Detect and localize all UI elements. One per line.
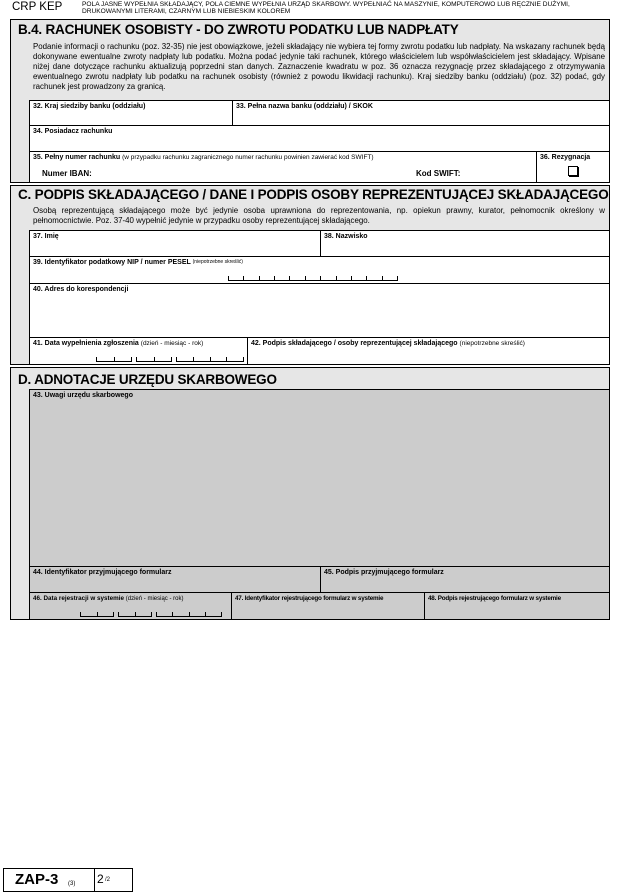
receiver-id-field (29, 566, 321, 593)
resignation-field (536, 151, 610, 183)
fill-date-label: 41. Data wypełnienia zgłoszenia (dzień - miesiąc - rok) (33, 340, 204, 347)
tax-office-notes-label: 43. Uwagi urzędu skarbowego (33, 392, 133, 399)
registration-date-day (80, 612, 114, 617)
form-code: CRP KEP (12, 1, 63, 13)
bank-name-label: 33. Pełna nazwa banku (oddziału) / SKOK (236, 103, 373, 110)
registration-date-year (156, 612, 222, 617)
section-d-title: D. ADNOTACJE URZĘDU SKARBOWEGO (18, 372, 277, 387)
footer-page-current: 2 (97, 872, 104, 886)
resignation-label: 36. Rezygnacja (540, 154, 591, 161)
footer-page-number (95, 868, 133, 892)
first-name-label: 37. Imię (33, 233, 59, 240)
registrar-signature-label: 48. Podpis rejestrującego formularz w systemie (428, 595, 561, 602)
bank-name-field[interactable] (232, 100, 610, 126)
fill-date-field[interactable] (29, 337, 248, 365)
registration-date-field (29, 592, 232, 620)
fill-date-day (96, 357, 132, 362)
resignation-checkbox[interactable] (568, 166, 578, 176)
footer-form-version: (3) (68, 881, 76, 887)
account-holder-field[interactable] (29, 125, 610, 152)
registration-date-month (118, 612, 152, 617)
registration-date-label: 46. Data rejestracji w systemie (dzień - miesiąc - rok) (33, 595, 184, 602)
bank-country-field[interactable] (29, 100, 233, 126)
account-number-field[interactable] (29, 151, 537, 183)
registrar-id-label: 47. Identyfikator rejestrującego formularz w systemie (235, 595, 384, 602)
fill-instructions: POLA JASNE WYPEŁNIA SKŁADAJĄCY, POLA CIEMNE WYPEŁNIA URZĄD SKARBOWY. WYPEŁNIAĆ NA MASZYNIE, KOMPUTEROWO LUB RĘCZNIE DUŻYMI, DRUKOWANYMI LITERAMI, CZARNYM LUB NIEBIESKIM KOLOREM (82, 1, 570, 16)
fill-date-month (136, 357, 172, 362)
receiver-signature-field (320, 566, 610, 593)
tax-id-field[interactable] (29, 256, 610, 284)
signature-label: 42. Podpis składającego / osoby reprezentującej składającego (niepotrzebne skreślić) (251, 340, 525, 347)
last-name-field[interactable] (320, 230, 610, 257)
correspondence-address-field[interactable] (29, 283, 610, 338)
receiver-id-label: 44. Identyfikator przyjmującego formularz (33, 569, 172, 576)
account-holder-label: 34. Posiadacz rachunku (33, 128, 113, 135)
fill-date-year (176, 357, 244, 362)
iban-label: Numer IBAN: (42, 169, 92, 178)
section-b4-description: Podanie informacji o rachunku (poz. 32-35) nie jest obowiązkowe, jeżeli składający nie wybiera tej formy zwrotu podatku lub nadpłaty. Na wskazany rachunek będą dokonywane ewentualne zwroty nadpłaty lub podatku. Można podać jedynie taki rachunek, którego właścicielem lub współwłaścicielem jest składający. Wpisane niżej dane dotyczące rachunku aktualizują poprzedni stan danych. Zaznaczenie kwadratu w poz. 36 oznacza rezygnację przez składającego z otrzymywania ewentualnego zwrotu nadpłaty lub podatku na rachunek osobisty (również z powodu likwidacji rachunku). Kraj siedziby banku (oddziału) (poz. 32) podać, gdy rachunek jest prowadzony za granicą. (33, 42, 605, 91)
tax-id-digit-boxes (228, 276, 398, 281)
receiver-signature-label: 45. Podpis przyjmującego formularz (324, 569, 444, 576)
footer-form-name: ZAP-3 (15, 871, 59, 888)
section-d (10, 367, 610, 620)
registrar-id-field (231, 592, 425, 620)
section-c-description: Osobą reprezentującą składającego może być jedynie osoba uprawniona do reprezentowania, np. opiekun prawny, kurator, pełnomocnik określony w pełnomocnictwie. Poz. 37-40 wypełnić jedynie w przypadku osoby reprezentującej składającego. (33, 206, 605, 225)
registrar-signature-field (424, 592, 610, 620)
section-b4 (10, 19, 610, 183)
first-name-field[interactable] (29, 230, 321, 257)
account-number-label: 35. Pełny numer rachunku (w przypadku rachunku zagranicznego numer rachunku powinien zawierać kod SWIFT) (33, 154, 374, 161)
section-c (10, 185, 610, 365)
signature-field[interactable] (247, 337, 610, 365)
bank-country-label: 32. Kraj siedziby banku (oddziału) (33, 103, 146, 110)
tax-office-notes-field (29, 389, 610, 567)
section-b4-title: B.4. RACHUNEK OSOBISTY - DO ZWROTU PODATKU LUB NADPŁATY (18, 22, 459, 37)
section-c-title: C. PODPIS SKŁADAJĄCEGO / DANE I PODPIS OSOBY REPREZENTUJĄCEJ SKŁADAJĄCEGO (18, 187, 609, 202)
correspondence-address-label: 40. Adres do korespondencji (33, 286, 129, 293)
tax-id-label: 39. Identyfikator podatkowy NIP / numer PESEL $^{(niepotrzebne skreślić)}$ (33, 259, 243, 266)
footer-page-total: /2 (105, 877, 111, 883)
footer-form-id (3, 868, 95, 892)
last-name-label: 38. Nazwisko (324, 233, 368, 240)
swift-label: Kod SWIFT: (416, 169, 461, 178)
